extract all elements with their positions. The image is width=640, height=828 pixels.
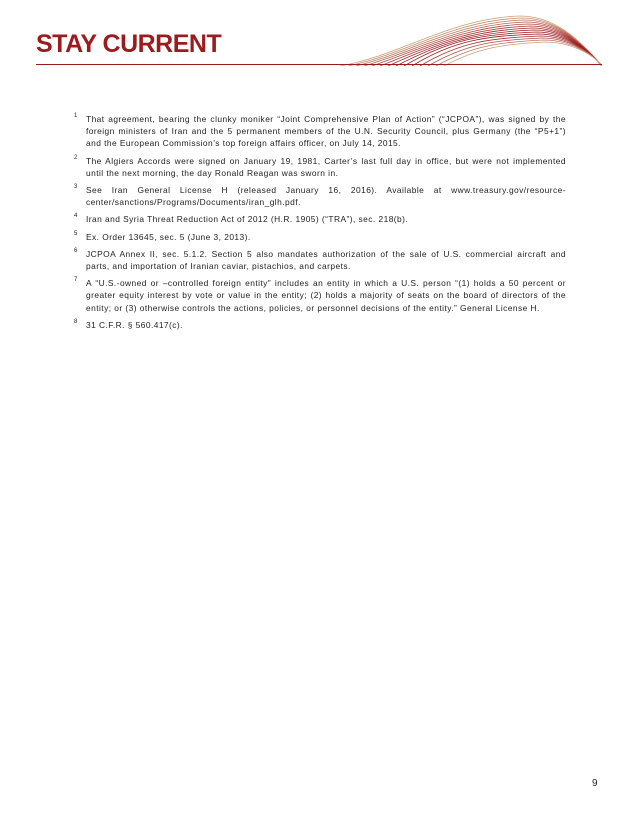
footnote-3 xyxy=(72,184,566,208)
footnote-text: Iran and Syria Threat Reduction Act of 2012 (H.R. 1905) (“TRA”), sec. 218(b). xyxy=(86,214,409,225)
footnote-number: 6 xyxy=(74,247,78,254)
footnote-number: 5 xyxy=(74,230,78,237)
page-header-title: STAY CURRENT xyxy=(36,30,222,58)
page-number: 9 xyxy=(592,778,598,789)
footnote-text: 31 C.F.R. § 560.417(c). xyxy=(86,319,183,330)
footnote-number: 8 xyxy=(74,318,78,325)
footnote-text: See Iran General License H (released January 16, 2016). Available at www.treasury.gov/resource-center/sanctions/Programs/Documents/iran_glh.pdf. xyxy=(86,185,566,208)
footnote-2 xyxy=(72,155,566,179)
footnote-number: 2 xyxy=(74,154,78,161)
footnote-number: 7 xyxy=(74,277,78,284)
header-arcs-graphic xyxy=(340,10,602,66)
footnote-number: 3 xyxy=(74,184,78,191)
footnote-8 xyxy=(72,319,566,331)
footnote-5 xyxy=(72,231,566,243)
footnote-4 xyxy=(72,213,566,225)
footnote-6 xyxy=(72,248,566,272)
footnote-text: The Algiers Accords were signed on January 19, 1981, Carter’s last full day in office, but were not implemented until the next morning, the day Ronald Reagan was sworn in. xyxy=(86,155,566,178)
footnote-number: 4 xyxy=(74,213,78,220)
footnote-text: Ex. Order 13645, sec. 5 (June 3, 2013). xyxy=(86,231,251,242)
footnote-1 xyxy=(72,113,566,150)
footnote-text: JCPOA Annex II, sec. 5.1.2. Section 5 also mandates authorization of the sale of U.S. commercial aircraft and parts, and importation of Iranian caviar, pistachios, and carpets. xyxy=(86,248,566,272)
footnotes-list xyxy=(72,113,566,336)
footnote-text: A “U.S.-owned or –controlled foreign entity” includes an entity in which a U.S. person “(1) holds a 50 percent or greater equity interest by vote or value in the entity; (2) holds a majority of seats on the board of directors of the entity; or (3) otherwise controls the actions, policies, or personnel decisions of the entity.” General License H. xyxy=(86,278,566,313)
footnote-7 xyxy=(72,277,566,314)
footnote-text: That agreement, bearing the clunky moniker “Joint Comprehensive Plan of Action” (“JCPOA”), was signed by the foreign ministers of Iran and the 5 permanent members of the U.N. Security Council, plus Germany (the “P5+1”) and the European Commission’s top foreign affairs officer, on July 14, 2015. xyxy=(86,114,566,149)
footnote-number: 1 xyxy=(74,113,78,119)
header-rule xyxy=(36,64,602,65)
